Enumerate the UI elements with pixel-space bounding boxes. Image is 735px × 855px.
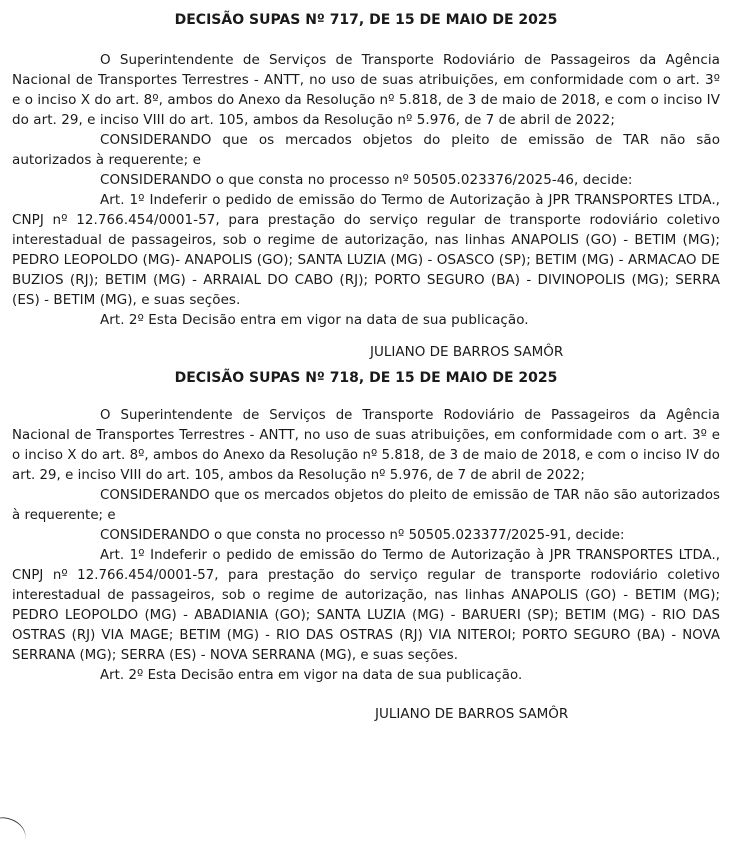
signature: JULIANO DE BARROS SAMÔR	[370, 344, 564, 360]
considering-clause-2: CONSIDERANDO o que consta no processo nº 50505.023377/2025-91, decide:	[100, 528, 625, 543]
article-2: Art. 2º Esta Decisão entra em vigor na data de sua publicação.	[100, 312, 529, 328]
considering-clause-1: CONSIDERANDO que os mercados objetos do pleito de emissão de TAR não são autorizados à requerente; e	[12, 132, 720, 168]
signature: JULIANO DE BARROS SAMÔR	[375, 706, 569, 722]
decision-718	[12, 368, 720, 724]
document-page	[12, 10, 720, 724]
article-1: Art. 1º Indeferir o pedido de emissão do Termo de Autorização à JPR TRANSPORTES LTDA., CNPJ nº 12.766.454/0001-57, para prestação do serviço regular de transporte rodoviário coletivo interestadual de passageiros, sob o regime de autorização, nas linhas ANAPOLIS (GO) - BETIM (MG); PEDRO LEOPOLDO (MG) - ABADIANIA (GO); SANTA LUZIA (MG) - BARUERI (SP); BETIM (MG) - RIO DAS OSTRAS (RJ) VIA MAGE; BETIM (MG) - RIO DAS OSTRAS (RJ) VIA NITEROI; PORTO SEGURO (BA) - NOVA SERRANA (MG); SERRA (ES) - NOVA SERRANA (MG), e suas seções.	[12, 548, 720, 663]
considering-clause-2: CONSIDERANDO o que consta no processo nº 50505.023376/2025-46, decide:	[100, 172, 633, 188]
article-1: Art. 1º Indeferir o pedido de emissão do Termo de Autorização à JPR TRANSPORTES LTDA., CNPJ nº 12.766.454/0001-57, para prestação do serviço regular de transporte rodoviário coletivo interestadual de passageiros, sob o regime de autorização, nas linhas ANAPOLIS (GO) - BETIM (MG); PEDRO LEOPOLDO (MG)- ANAPOLIS (GO); SANTA LUZIA (MG) - OSASCO (SP); BETIM (MG) - ARMACAO DE BUZIOS (RJ); BETIM (MG) - ARRAIAL DO CABO (RJ); PORTO SEGURO (BA) - DIVINOPOLIS (MG); SERRA (ES) - BETIM (MG), e suas seções.	[12, 192, 720, 308]
page-corner-arc	[0, 812, 30, 855]
decision-717	[12, 10, 720, 362]
decision-preamble: O Superintendente de Serviços de Transporte Rodoviário de Passageiros da Agência Nacional de Transportes Terrestres - ANTT, no uso de suas atribuições, em conformidade com o art. 3º e o inciso X do art. 8º, ambos do Anexo da Resolução nº 5.818, de 3 de maio de 2018, e com o inciso IV do art. 29, e inciso VIII do art. 105, ambos da Resolução nº 5.976, de 7 de abril de 2022;	[12, 52, 720, 128]
considering-clause-1: CONSIDERANDO que os mercados objetos do pleito de emissão de TAR não são autorizados à requerente; e	[12, 488, 720, 523]
decision-preamble: O Superintendente de Serviços de Transporte Rodoviário de Passageiros da Agência Nacional de Transportes Terrestres - ANTT, no uso de suas atribuições, em conformidade com o art. 3º e o inciso X do art. 8º, ambos do Anexo da Resolução nº 5.818, de 3 de maio de 2018, e com o inciso IV do art. 29, e inciso VIII do art. 105, ambos da Resolução nº 5.976, de 7 de abril de 2022;	[12, 408, 720, 483]
article-2: Art. 2º Esta Decisão entra em vigor na data de sua publicação.	[100, 668, 523, 683]
decision-title: DECISÃO SUPAS Nº 717, DE 15 DE MAIO DE 2025	[174, 12, 558, 28]
decision-title: DECISÃO SUPAS Nº 718, DE 15 DE MAIO DE 2025	[174, 370, 558, 386]
